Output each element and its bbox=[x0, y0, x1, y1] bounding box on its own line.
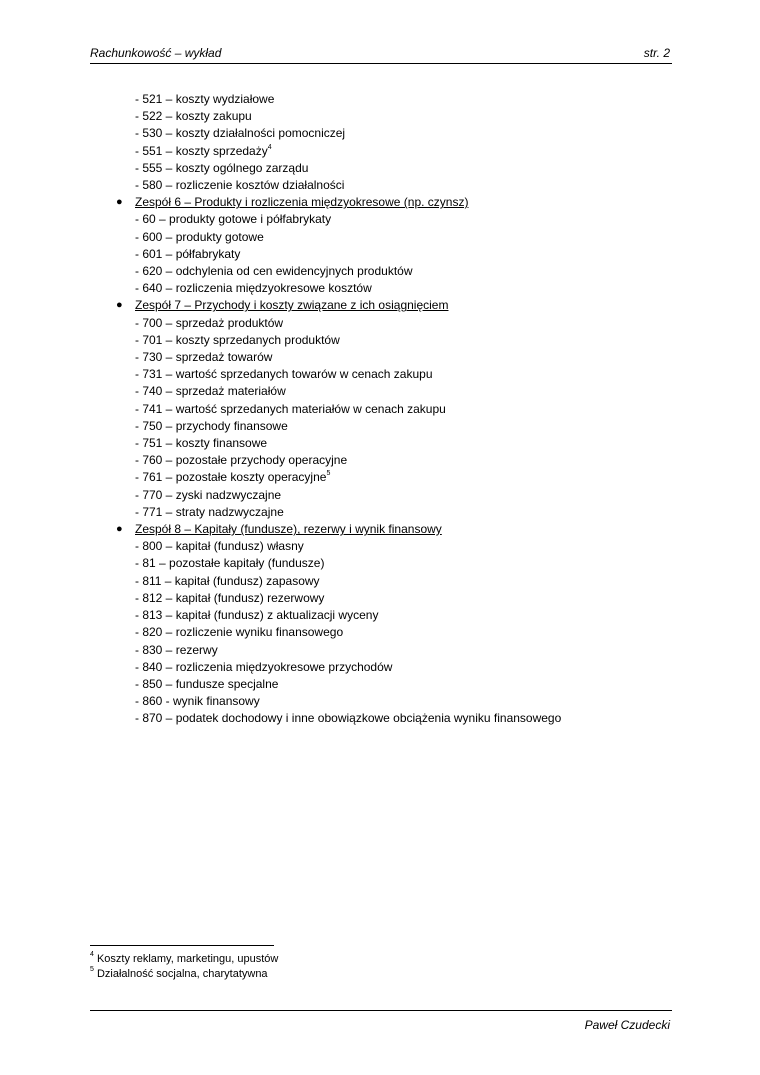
list-item: - 820 – rozliczenie wyniku finansowego bbox=[135, 625, 344, 640]
bullet-icon: ● bbox=[116, 523, 123, 536]
list-item: - 812 – kapitał (fundusz) rezerwowy bbox=[135, 590, 325, 605]
list-item: - 770 – zyski nadzwyczajne bbox=[135, 487, 282, 502]
list-item: - 730 – sprzedaż towarów bbox=[135, 350, 273, 365]
footnote-ref: 4 bbox=[267, 143, 272, 151]
list-item: - 800 – kapitał (fundusz) własny bbox=[135, 539, 304, 554]
group-heading-6 bbox=[113, 194, 673, 211]
list-item: - 81 – pozostałe kapitały (fundusze) bbox=[135, 556, 325, 571]
footnote bbox=[90, 952, 278, 967]
list-item: - 750 – przychody finansowe bbox=[135, 418, 288, 433]
document-body bbox=[113, 91, 673, 728]
list-item: - 640 – rozliczenia międzyokresowe kosztów bbox=[135, 281, 372, 296]
list-item: - 760 – pozostałe przychody operacyjne bbox=[135, 453, 348, 468]
list-item-text: - 761 – pozostałe koszty operacyjne bbox=[135, 470, 327, 485]
page-header bbox=[90, 46, 672, 64]
footnote bbox=[90, 967, 278, 982]
list-item: - 860 - wynik finansowy bbox=[135, 694, 260, 709]
page-number: str. 2 bbox=[643, 46, 670, 60]
list-item: - 522 – koszty zakupu bbox=[135, 109, 252, 124]
list-item: - 700 – sprzedaż produktów bbox=[135, 315, 284, 330]
footnote-number: 4 bbox=[90, 951, 94, 958]
list-item: - 830 – rezerwy bbox=[135, 642, 218, 657]
group-heading-8 bbox=[113, 521, 673, 538]
group-title: Zespół 7 – Przychody i koszty związane z ich osiągnięciem bbox=[135, 298, 449, 313]
bullet-icon: ● bbox=[116, 196, 123, 209]
list-item: - 521 – koszty wydziałowe bbox=[135, 92, 275, 106]
list-item: - 811 – kapitał (fundusz) zapasowy bbox=[135, 573, 320, 588]
footnote-number: 5 bbox=[90, 966, 94, 973]
footnotes bbox=[90, 952, 278, 982]
list-item: - 60 – produkty gotowe i półfabrykaty bbox=[135, 212, 332, 227]
list-item: - 601 – półfabrykaty bbox=[135, 246, 241, 261]
footnote-text: Koszty reklamy, marketingu, upustów bbox=[96, 953, 279, 965]
list-item: - 555 – koszty ogólnego zarządu bbox=[135, 160, 309, 175]
list-item: - 870 – podatek dochodowy i inne obowiązkowe obciążenia wyniku finansowego bbox=[135, 711, 562, 726]
list-item bbox=[113, 143, 673, 160]
header-title: Rachunkowość – wykład bbox=[90, 46, 222, 60]
list-item: - 751 – koszty finansowe bbox=[135, 436, 268, 451]
bullet-icon: ● bbox=[116, 299, 123, 312]
list-item: - 813 – kapitał (fundusz) z aktualizacji wyceny bbox=[135, 608, 379, 623]
list-item: - 600 – produkty gotowe bbox=[135, 229, 264, 244]
list-item: - 731 – wartość sprzedanych towarów w cenach zakupu bbox=[135, 367, 433, 382]
list-item: - 701 – koszty sprzedanych produktów bbox=[135, 332, 340, 347]
list-item-text: - 551 – koszty sprzedaży bbox=[135, 143, 268, 158]
group-title: Zespół 8 – Kapitały (fundusze), rezerwy i wynik finansowy bbox=[135, 522, 442, 537]
footnote-text: Działalność socjalna, charytatywna bbox=[96, 968, 268, 980]
list-item: - 620 – odchylenia od cen ewidencyjnych produktów bbox=[135, 264, 413, 279]
list-item: - 530 – koszty działalności pomocniczej bbox=[135, 126, 346, 141]
list-item: - 741 – wartość sprzedanych materiałów w cenach zakupu bbox=[135, 401, 446, 416]
group-title: Zespół 6 – Produkty i rozliczenia międzyokresowe (np. czynsz) bbox=[135, 195, 469, 210]
list-item: - 580 – rozliczenie kosztów działalności bbox=[135, 178, 345, 193]
list-item: - 840 – rozliczenia międzyokresowe przychodów bbox=[135, 659, 393, 674]
list-item: - 850 – fundusze specjalne bbox=[135, 676, 279, 691]
list-item bbox=[113, 469, 673, 486]
footnote-separator bbox=[90, 945, 274, 946]
list-item: - 771 – straty nadzwyczajne bbox=[135, 504, 284, 519]
group-heading-7 bbox=[113, 297, 673, 314]
footnote-ref: 5 bbox=[326, 470, 331, 478]
page-footer bbox=[90, 1010, 672, 1035]
footer-author: Paweł Czudecki bbox=[584, 1018, 670, 1032]
list-item: - 740 – sprzedaż materiałów bbox=[135, 384, 286, 399]
